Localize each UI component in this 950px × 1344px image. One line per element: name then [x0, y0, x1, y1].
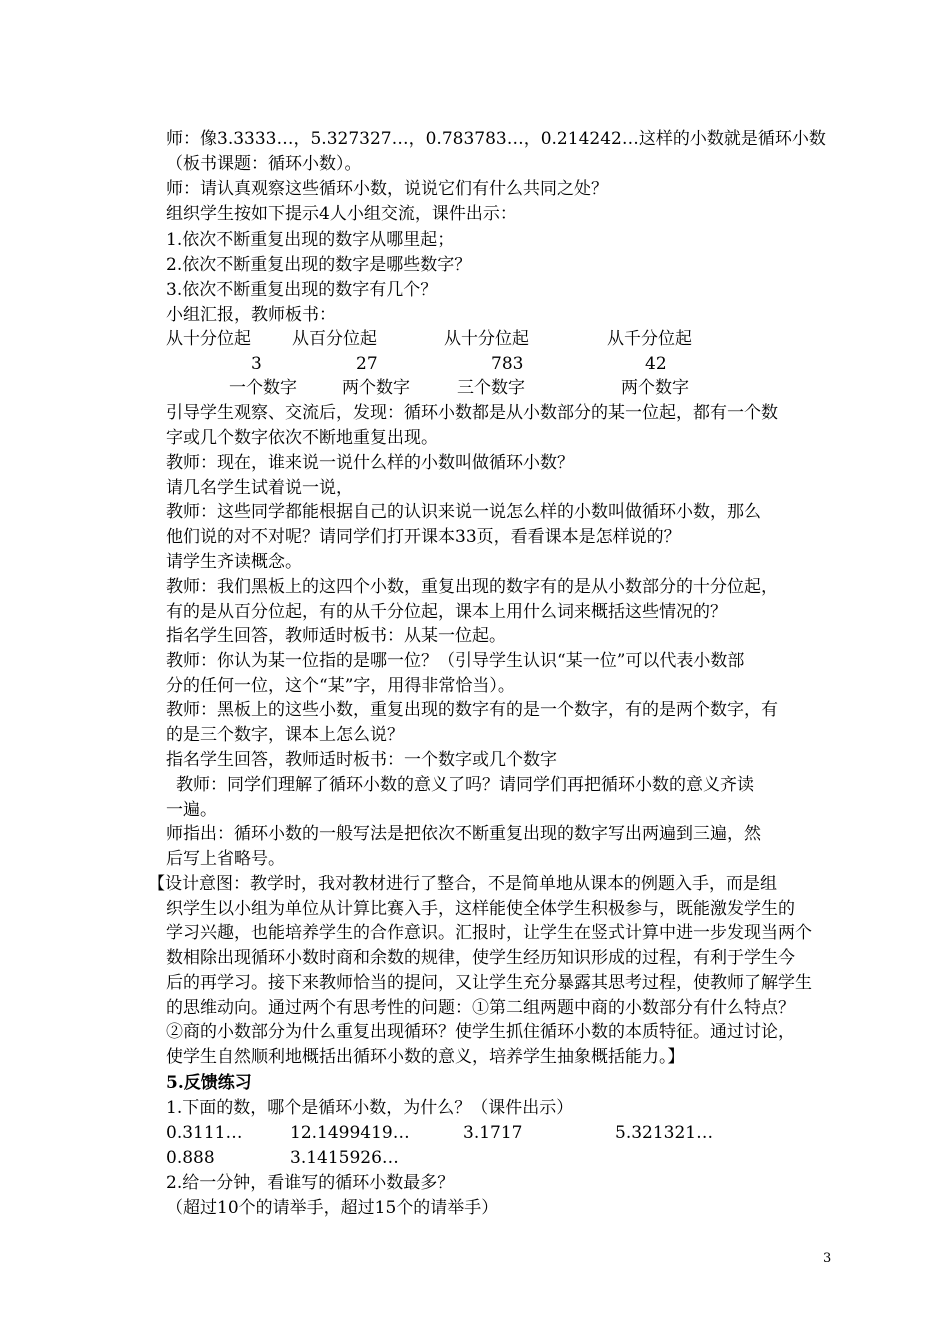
board-digits-1: 3	[251, 354, 262, 374]
text-line: （板书课题：循环小数）。	[166, 154, 362, 174]
text-line: （超过10个的请举手，超过15个的请举手）	[166, 1198, 499, 1218]
text-line: 教师：我们黑板上的这四个小数，重复出现的数字有的是从小数部分的十分位起，	[166, 577, 778, 597]
text-line: 3.依次不断重复出现的数字有几个？	[166, 280, 438, 300]
design-intent-line: 后的再学习。接下来教师恰当的提问，又让学生充分暴露其思考过程，使教师了解学生	[166, 973, 812, 993]
text-line: 有的是从百分位起，有的从千分位起，课本上用什么词来概括这些情况的？	[166, 602, 727, 622]
text-line: 教师：现在，谁来说一说什么样的小数叫做循环小数？	[166, 453, 574, 473]
text-line: 小组汇报，教师板书：	[166, 305, 336, 325]
section-heading: 5.反馈练习	[166, 1073, 252, 1093]
text-line: 一遍。	[166, 800, 217, 820]
design-intent-line: 学习兴趣，也能培养学生的合作意识。汇报时，让学生在竖式计算中进一步发现当两个	[166, 923, 812, 943]
exercise-number: 3.1415926…	[290, 1148, 399, 1168]
text-line: 指名学生回答，教师适时板书：从某一位起。	[166, 626, 506, 646]
board-start-4: 从千分位起	[607, 329, 692, 349]
text-line: 教师：同学们理解了循环小数的意义了吗？请同学们再把循环小数的意义齐读	[176, 775, 754, 795]
design-intent-line: 【设计意图：教学时，我对教材进行了整合，不是简单地从课本的例题入手，而是组	[148, 874, 777, 894]
text-line: 1.依次不断重复出现的数字从哪里起；	[166, 230, 455, 250]
text-line: 后写上省略号。	[166, 849, 285, 869]
text-line: 组织学生按如下提示4人小组交流，课件出示：	[166, 204, 517, 224]
text-line: 1.下面的数，哪个是循环小数，为什么？（课件出示）	[166, 1098, 574, 1118]
board-count-3: 三个数字	[457, 378, 525, 398]
text-line: 请学生齐读概念。	[166, 552, 302, 572]
design-intent-line: 使学生自然顺利地概括出循环小数的意义，培养学生抽象概括能力。】	[166, 1047, 685, 1067]
board-start-1: 从十分位起	[166, 329, 251, 349]
text-line: 教师：你认为某一位指的是哪一位？（引导学生认识“某一位”可以代表小数部	[166, 651, 745, 671]
exercise-number: 3.1717	[463, 1123, 523, 1143]
text-line: 引导学生观察、交流后，发现：循环小数都是从小数部分的某一位起，都有一个数	[166, 403, 778, 423]
text-line: 教师：这些同学都能根据自己的认识来说一说怎么样的小数叫做循环小数，那么	[166, 502, 761, 522]
text-line: 分的任何一位，这个“某”字，用得非常恰当）。	[166, 676, 515, 696]
design-intent-line: 的思维动向。通过两个有思考性的问题：①第二组两题中商的小数部分有什么特点？	[166, 998, 795, 1018]
exercise-number: 0.888	[166, 1148, 215, 1168]
text-line: 字或几个数字依次不断地重复出现。	[166, 428, 438, 448]
text-line: 师：请认真观察这些循环小数，说说它们有什么共同之处？	[166, 179, 608, 199]
board-count-1: 一个数字	[229, 378, 297, 398]
board-count-2: 两个数字	[342, 378, 410, 398]
text-line: 的是三个数字，课本上怎么说？	[166, 725, 404, 745]
text-line: 指名学生回答，教师适时板书：一个数字或几个数字	[166, 750, 557, 770]
design-intent-line: 数相除出现循环小数时商和余数的规律，使学生经历知识形成的过程，有利于学生今	[166, 948, 795, 968]
text-line: 2.给一分钟，看谁写的循环小数最多？	[166, 1173, 455, 1193]
board-count-4: 两个数字	[621, 378, 689, 398]
design-intent-line: 织学生以小组为单位从计算比赛入手，这样能使全体学生积极参与，既能激发学生的	[166, 899, 795, 919]
board-digits-4: 42	[645, 354, 667, 374]
exercise-number: 5.321321…	[615, 1123, 714, 1143]
text-line: 教师：黑板上的这些小数，重复出现的数字有的是一个数字，有的是两个数字，有	[166, 700, 778, 720]
text-line: 2.依次不断重复出现的数字是哪些数字？	[166, 255, 472, 275]
text-line: 师：像3.3333…，5.327327…，0.783783…，0.214242…这样的小数就是循环小数	[166, 129, 826, 149]
text-line: 他们说的对不对呢？请同学们打开课本33页，看看课本是怎样说的？	[166, 527, 681, 547]
board-start-2: 从百分位起	[292, 329, 377, 349]
text-line: 师指出：循环小数的一般写法是把依次不断重复出现的数字写出两遍到三遍，然	[166, 824, 761, 844]
text-line: 请几名学生试着说一说，	[166, 478, 353, 498]
design-intent-line: ②商的小数部分为什么重复出现循环？使学生抓住循环小数的本质特征。通过讨论，	[166, 1022, 795, 1042]
board-digits-3: 783	[491, 354, 524, 374]
board-digits-2: 27	[356, 354, 378, 374]
board-start-3: 从十分位起	[444, 329, 529, 349]
exercise-number: 12.1499419…	[290, 1123, 410, 1143]
exercise-number: 0.3111…	[166, 1123, 243, 1143]
page-number: 3	[823, 1251, 832, 1266]
